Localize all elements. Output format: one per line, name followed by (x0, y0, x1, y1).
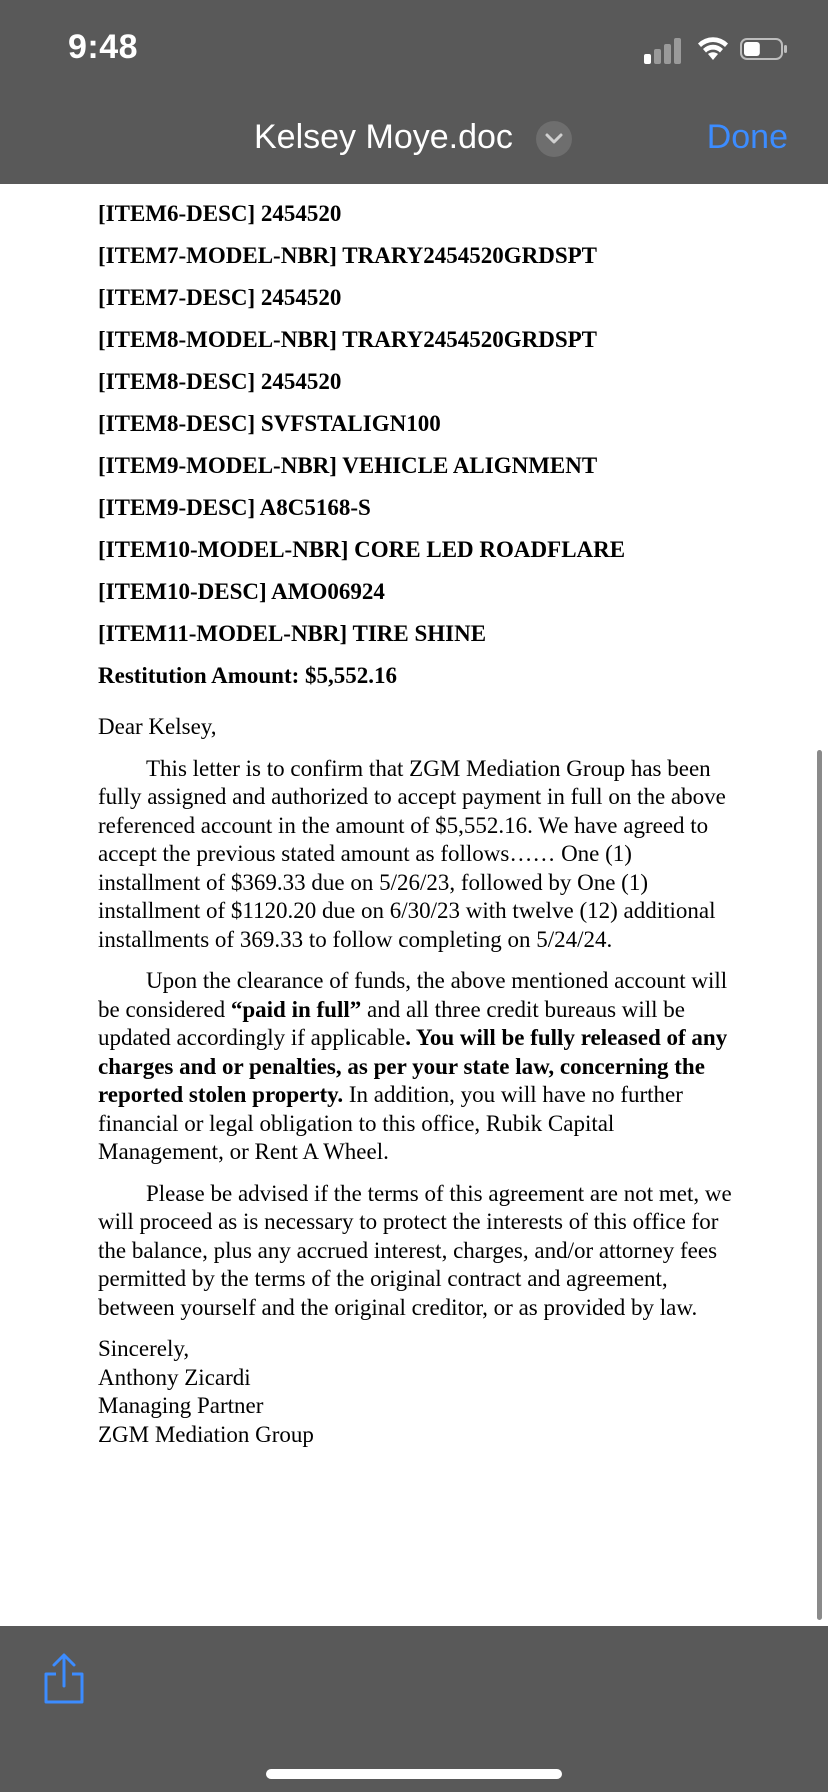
item-line: [ITEM8-MODEL-NBR] TRARY2454520GRDSPT (98, 327, 598, 352)
document-nav-bar (0, 92, 828, 184)
done-button[interactable]: Done (706, 118, 788, 156)
item-line: [ITEM10-MODEL-NBR] CORE LED ROADFLARE (98, 537, 626, 562)
item-line: [ITEM8-DESC] SVFSTALIGN100 (98, 411, 441, 436)
title-menu-button[interactable] (536, 121, 572, 157)
item-line: [ITEM9-DESC] A8C5168-S (98, 495, 371, 520)
paragraph-text: Upon the clearance of funds, the above mentioned account will be considered (98, 968, 728, 1022)
status-bar (0, 0, 828, 92)
paragraph-emphasis: . You will be fully released of any charges and or penalties, as per your state law, concerning the reported stolen property. (98, 1025, 728, 1107)
restitution-amount: Restitution Amount: $5,552.16 (98, 663, 398, 688)
status-time: 9:48 (68, 28, 139, 66)
wifi-icon (696, 34, 730, 62)
paragraph-emphasis: “paid in full” (230, 996, 362, 1022)
document-body (98, 193, 738, 1449)
share-icon (40, 1652, 88, 1706)
paragraph-text: and all three credit bureaus will be updated accordingly if applicable (98, 996, 686, 1050)
item-line: [ITEM8-DESC] 2454520 (98, 369, 342, 394)
bottom-toolbar (0, 1626, 828, 1792)
status-icons (644, 34, 794, 64)
sign-off: Sincerely, (98, 1336, 190, 1361)
item-line: [ITEM6-DESC] 2454520 (98, 201, 342, 226)
letter-paragraph-2 (98, 967, 738, 1167)
vertical-scrollbar[interactable] (817, 750, 822, 1620)
letter-paragraph-3: Please be advised if the terms of this agreement are not met, we will proceed as is necessary to protect the interests of this office for the balance, plus any accrued interest, charges, and/or attorney fees permitted by the terms of the original contract and agreement, between yourself and the original creditor, or as provided by law. (98, 1180, 732, 1320)
letter-salutation: Dear Kelsey, (98, 714, 217, 739)
item-line: [ITEM10-DESC] AMO06924 (98, 579, 385, 604)
item-line: [ITEM9-MODEL-NBR] VEHICLE ALIGNMENT (98, 453, 598, 478)
share-button[interactable] (40, 1652, 88, 1706)
signer-company: ZGM Mediation Group (98, 1421, 314, 1447)
signer-name: Anthony Zicardi (98, 1364, 251, 1390)
item-line: [ITEM11-MODEL-NBR] TIRE SHINE (98, 621, 487, 646)
cellular-signal-icon (644, 34, 684, 64)
chevron-down-icon (536, 121, 572, 157)
letter-paragraph-1: This letter is to confirm that ZGM Mediation Group has been fully assigned and authorized to accept payment in full on the above referenced account in the amount of $5,552.16. We have agreed to accept the previous stated amount as follows…… One (1) installment of $369.33 due on 5/26/23, followed by One (1) installment of $1120.20 due on 6/30/23 with twelve (12) additional installments of 369.33 to follow completing on 5/24/24. (98, 755, 726, 952)
item-line: [ITEM7-DESC] 2454520 (98, 285, 342, 310)
home-indicator[interactable] (266, 1769, 562, 1779)
document-title[interactable]: Kelsey Moye.doc (254, 118, 513, 156)
document-viewer[interactable] (0, 184, 828, 1626)
signer-role: Managing Partner (98, 1393, 264, 1418)
battery-icon (740, 38, 788, 60)
letter-closing (98, 1335, 738, 1449)
paragraph-text: In addition, you will have no further financial or legal obligation to this office, Rubik Capital Management, or Rent A Wheel. (98, 1082, 683, 1164)
item-line: [ITEM7-MODEL-NBR] TRARY2454520GRDSPT (98, 243, 598, 268)
